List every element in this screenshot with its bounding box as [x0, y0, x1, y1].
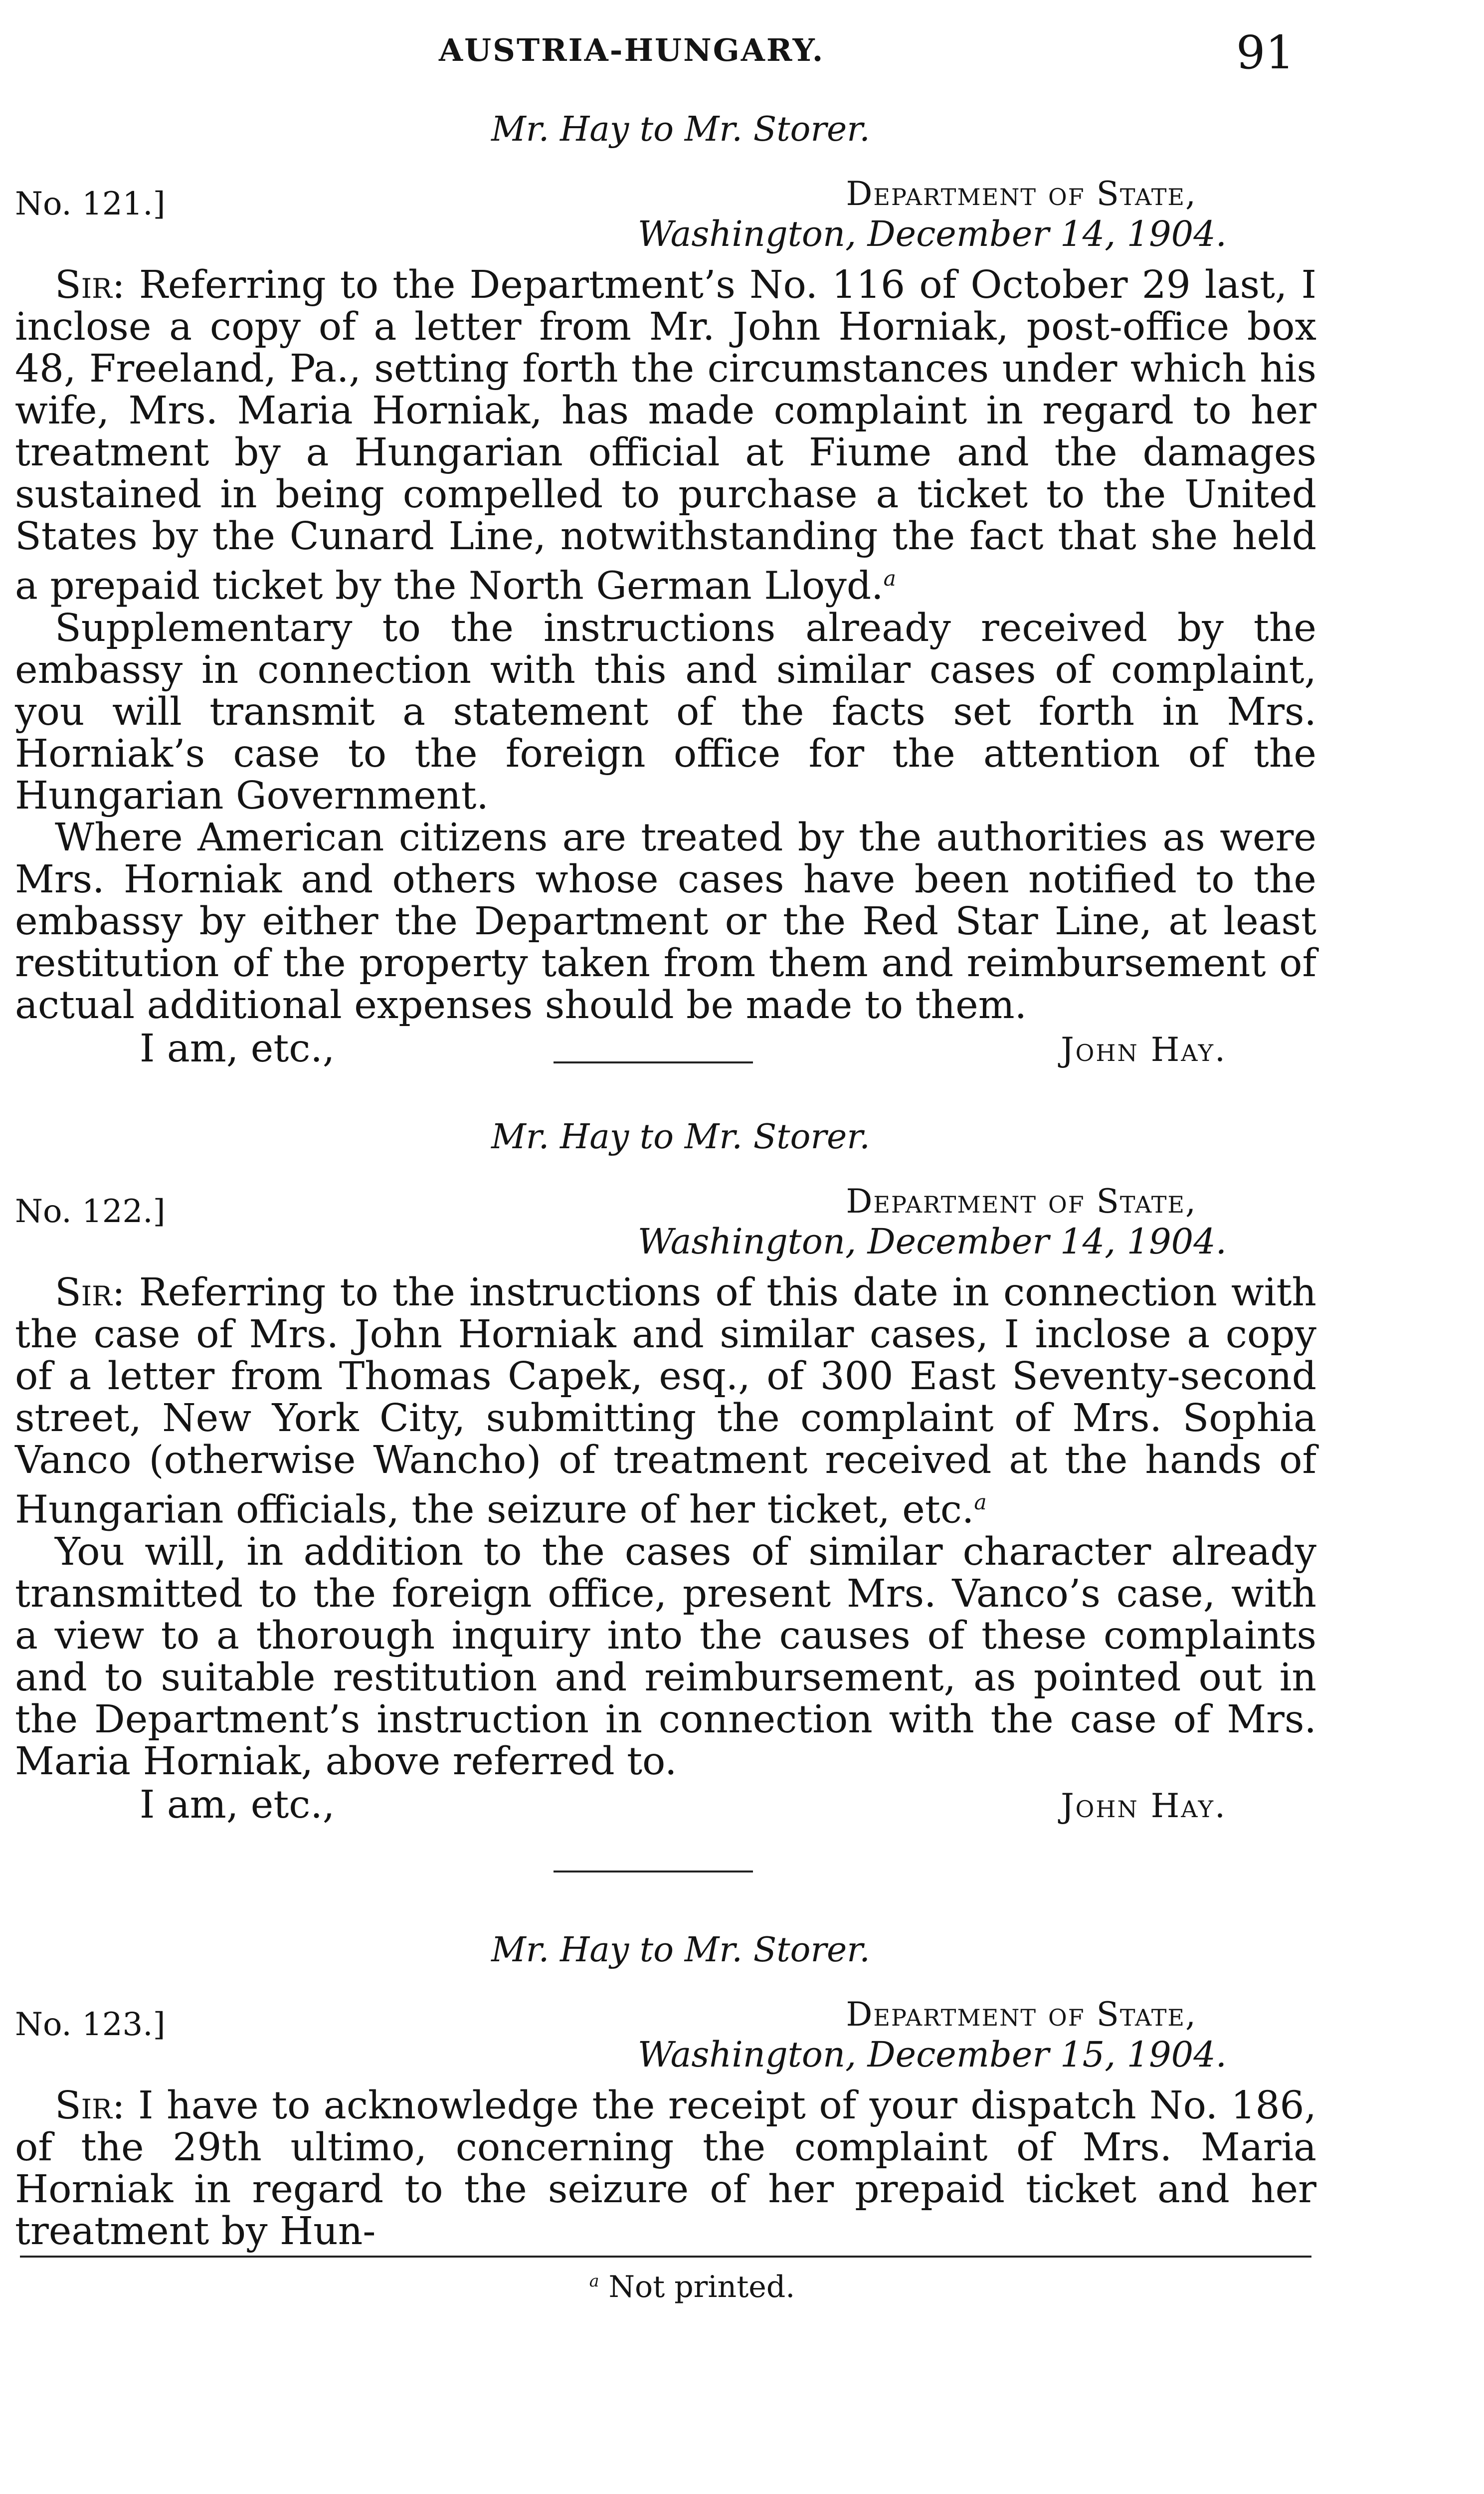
footnote-marker: a — [589, 2271, 599, 2290]
paragraph-text: I have to acknowledge the receipt of your dispatch No. 186, of the 29th ultimo, concerning the complaint of Mrs. Maria Horniak in regard to the seizure of her prepaid ticket and her treatment by Hun- — [15, 2083, 1316, 2254]
letter-122 — [15, 1112, 1316, 1838]
letter-heading: Mr. Hay to Mr. Storer. — [491, 1930, 870, 1970]
letter-meta — [15, 1162, 1316, 1272]
closing-phrase: I am, etc., — [140, 1026, 335, 1071]
letter-heading: Mr. Hay to Mr. Storer. — [491, 110, 870, 149]
footnote-rule — [20, 2256, 1311, 2258]
footnote-marker: a — [974, 1490, 987, 1514]
salutation: Sir: — [55, 2083, 125, 2128]
department-line: Department of State, — [846, 1995, 1197, 2034]
footnote-text: Not printed. — [608, 2270, 795, 2304]
dateline: Washington, December 14, 1904. — [637, 213, 1227, 254]
running-head — [0, 26, 1484, 86]
letter-number: No. 122.] — [15, 1193, 166, 1230]
letter-meta — [15, 155, 1316, 264]
signature: John Hay. — [1061, 1030, 1227, 1069]
salutation: Sir: — [55, 263, 125, 307]
page-number: 91 — [1236, 26, 1295, 79]
body-paragraph: Supplementary to the instructions already received by the embassy in connection with this and similar cases of complaint, you will transmit a statement of the facts set forth in Mrs. Horniak’s case to the foreign office for the attention of the Hungarian Government. — [15, 606, 1316, 818]
letter-number: No. 123.] — [15, 2006, 166, 2043]
paragraph-text: Referring to the instructions of this date in connection with the case of Mrs. John Horniak and similar cases, I inclose a copy of a letter from Thomas Capek, esq., of 300 East Seventy-second street, New York City, submitting the complaint of Mrs. Sophia Vanco (otherwise Wancho) of treatment received at the hands of Hungarian officials, the seizure of her ticket, etc. — [15, 1270, 1316, 1532]
section-divider — [554, 1870, 753, 1872]
running-title: AUSTRIA-HUNGARY. — [439, 32, 825, 68]
letter-123 — [15, 1925, 1316, 2253]
closing — [15, 1027, 1316, 1081]
letter-meta — [15, 1975, 1316, 2085]
department-line: Department of State, — [846, 175, 1197, 213]
signature: John Hay. — [1061, 1786, 1227, 1825]
body-paragraph — [15, 2085, 1316, 2253]
footnote — [0, 2270, 1484, 2304]
closing-phrase: I am, etc., — [140, 1782, 335, 1827]
body-paragraph — [15, 264, 1316, 608]
letter-heading: Mr. Hay to Mr. Storer. — [491, 1117, 870, 1157]
body-paragraph: You will, in addition to the cases of similar character already transmitted to the foreign office, present Mrs. Vanco’s case, with a view to a thorough inquiry into the causes of these complaints and to suitable restitution and reimbursement, as pointed out in the Department’s instruction in connection with the case of Mrs. Maria Horniak, above referred to. — [15, 1529, 1316, 1784]
salutation: Sir: — [55, 1270, 125, 1315]
paragraph-text: Referring to the Department’s No. 116 of October 29 last, I inclose a copy of a letter from Mr. John Horniak, post-office box 48, Freeland, Pa., setting forth the circumstances under which his wife, Mrs. Maria Horniak, has made complaint in regard to her treatment by a Hungarian official at Fiume and the damages sustained in being compelled to purchase a ticket to the United States by the Cunard Line, notwithstanding the fact that she held a prepaid ticket by the North German Lloyd. — [15, 263, 1316, 609]
body-paragraph — [15, 1272, 1316, 1531]
section-divider — [554, 1061, 753, 1063]
department-line: Department of State, — [846, 1182, 1197, 1221]
body-paragraph: Where American citizens are treated by the authorities as were Mrs. Horniak and others whose cases have been notified to the embassy by either the Department or the Red Star Line, at least restitution of the property taken from them and reimbursement of actual additional expenses should be made to them. — [15, 815, 1316, 1028]
footnote-marker: a — [883, 566, 896, 591]
dateline: Washington, December 15, 1904. — [637, 2034, 1227, 2075]
closing — [15, 1783, 1316, 1838]
letter-number: No. 121.] — [15, 186, 166, 222]
dateline: Washington, December 14, 1904. — [637, 1221, 1227, 1262]
letter-121 — [15, 105, 1316, 1081]
